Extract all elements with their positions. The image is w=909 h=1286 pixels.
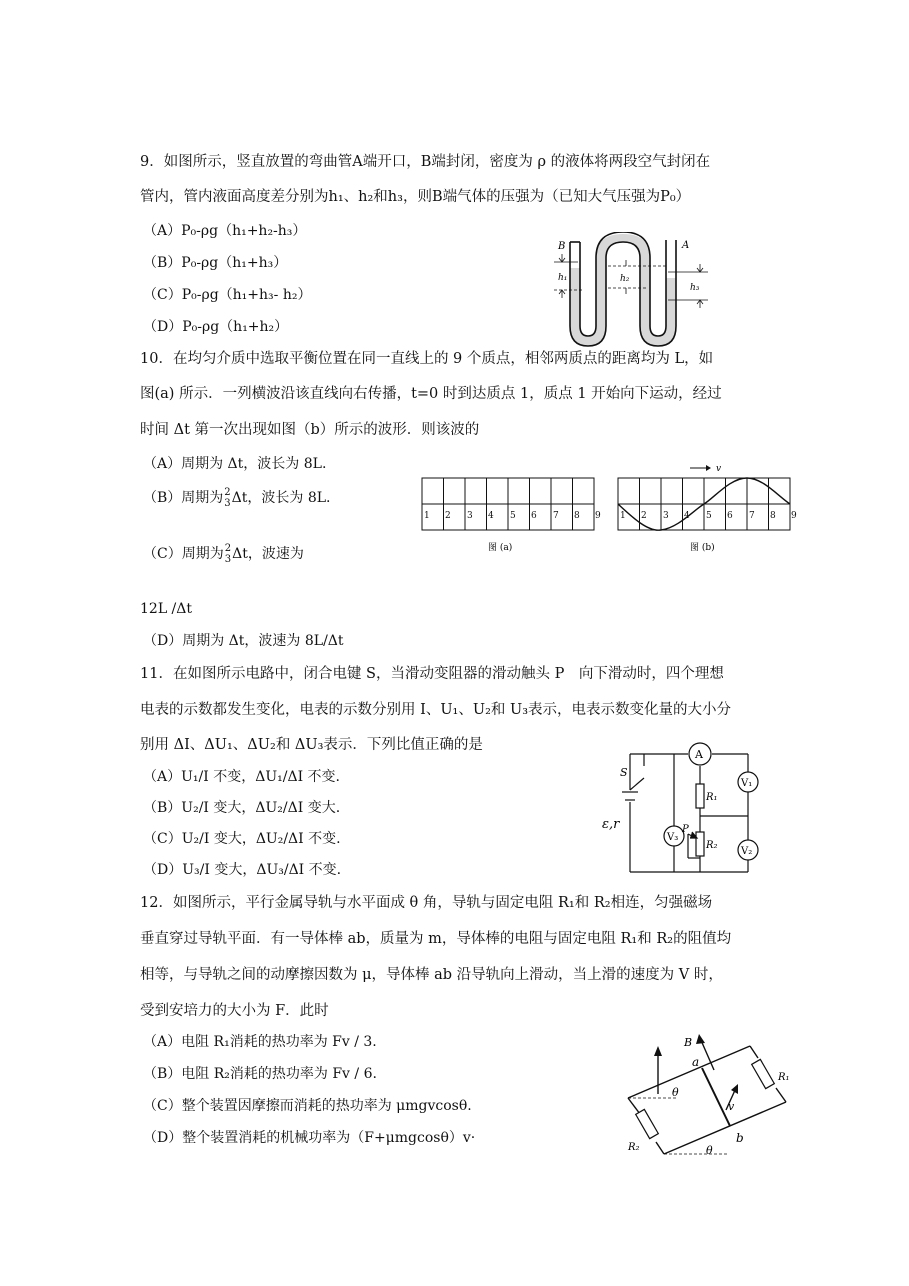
r1-label: R₁	[706, 792, 718, 803]
svg-text:1: 1	[424, 511, 430, 521]
q11-stem-line2: 电表的示数都发生变化，电表的示数分别用 I、U₁、U₂和 U₃表示，电表示数变化量的大小分	[140, 702, 732, 718]
svg-text:2: 2	[641, 511, 647, 521]
q10-option-a: （A）周期为 Δt，波长为 8L.	[143, 456, 327, 472]
svg-text:8: 8	[574, 511, 580, 521]
caption-b: 图 (b)	[690, 543, 715, 553]
label-h3: h₃	[690, 283, 700, 293]
q12-option-a: （A）电阻 R₁消耗的热功率为 Fv / 3.	[143, 1034, 377, 1050]
label-h2: h₂	[620, 274, 630, 284]
v3-label: V₃	[667, 832, 679, 843]
svg-text:3: 3	[467, 511, 473, 521]
velocity-label: v	[716, 464, 722, 474]
q12-stem-line2: 垂直穿过导轨平面．有一导体棒 ab，质量为 m，导体棒的电阻与固定电阻 R₁和 R₂的阻值均	[140, 931, 732, 947]
b-label: b	[736, 1131, 744, 1145]
q11-option-c: （C）U₂/I 变大，ΔU₂/ΔI 不变.	[143, 831, 341, 847]
svg-text:6: 6	[727, 511, 733, 521]
svg-text:8: 8	[770, 511, 776, 521]
v1-label: V₁	[741, 778, 753, 789]
p-label: P	[682, 824, 689, 835]
wave-figure	[418, 458, 802, 558]
circuit-figure	[600, 740, 780, 880]
theta-bottom-label: θ	[706, 1144, 713, 1157]
label-a: A	[682, 240, 690, 251]
q12-stem-line4: 受到安培力的大小为 F．此时	[140, 1003, 329, 1019]
svg-text:5: 5	[510, 511, 516, 521]
svg-text:9: 9	[595, 511, 601, 521]
q10-stem-line1: 10．在均匀介质中选取平衡位置在同一直线上的 9 个质点，相邻两质点的距离均为 L，如	[140, 351, 714, 367]
emf-label: ε,r	[602, 817, 620, 832]
label-h1: h₁	[558, 273, 568, 283]
svg-text:2: 2	[445, 511, 451, 521]
q12-stem-line3: 相等，与导轨之间的动摩擦因数为 μ，导体棒 ab 沿导轨向上滑动，当上滑的速度为 V 时，	[140, 967, 723, 983]
q10-stem-line2: 图(a) 所示．一列横波沿该直线向右传播，t=0 时到达质点 1，质点 1 开始向下运动，经过	[140, 386, 722, 402]
label-b: B	[558, 241, 566, 252]
q12-option-b: （B）电阻 R₂消耗的热功率为 Fv / 6.	[143, 1066, 377, 1082]
svg-text:3: 3	[663, 511, 669, 521]
q10-option-c-continued: 12L /Δt	[140, 601, 193, 617]
caption-a: 图 (a)	[488, 543, 513, 553]
ammeter-label: A	[695, 748, 703, 761]
q10-option-b: （B）周期为 2 3 Δt，波长为 8L.	[143, 487, 331, 509]
q11-option-a: （A）U₁/I 不变，ΔU₁/ΔI 不变.	[143, 769, 340, 785]
r1-label: R₁	[778, 1072, 790, 1083]
svg-text:4: 4	[488, 511, 494, 521]
switch-label: S	[620, 766, 628, 779]
v-label: v	[728, 1100, 735, 1113]
a-label: a	[692, 1055, 700, 1069]
q11-stem-line1: 11．在如图所示电路中，闭合电键 S，当滑动变阻器的滑动触头 P 向下滑动时，四个理想	[140, 666, 724, 682]
q10-stem-line3: 时间 Δt 第一次出现如图（b）所示的波形．则该波的	[140, 422, 480, 438]
q9-stem-line1: 9．如图所示，竖直放置的弯曲管A端开口，B端封闭，密度为 ρ 的液体将两段空气封闭在	[140, 154, 711, 170]
svg-text:5: 5	[706, 511, 712, 521]
r2-label: R₂	[628, 1142, 640, 1153]
q12-stem-line1: 12．如图所示，平行金属导轨与水平面成 θ 角，导轨与固定电阻 R₁和 R₂相连，匀强磁场	[140, 895, 713, 911]
q10-option-c: （C）周期为 2 3 Δt，波速为	[143, 543, 304, 565]
incline-rails-figure	[618, 1030, 808, 1162]
fraction: 2 3	[224, 543, 232, 565]
svg-text:9: 9	[791, 511, 797, 521]
theta-top-label: θ	[672, 1086, 679, 1099]
q10-option-d: （D）周期为 Δt，波速为 8L/Δt	[143, 633, 344, 649]
q9-option-a: （A）P₀-ρg（h₁+h₂-h₃）	[143, 223, 307, 239]
q11-option-d: （D）U₃/I 变大，ΔU₃/ΔI 不变.	[143, 862, 342, 878]
q12-option-d: （D）整个装置消耗的机械功率为（F+μmgcosθ）v·	[143, 1130, 476, 1146]
svg-text:1: 1	[620, 511, 626, 521]
svg-text:7: 7	[749, 511, 755, 521]
r2-label: R₂	[706, 840, 718, 851]
q11-stem-line3: 别用 ΔI、ΔU₁、ΔU₂和 ΔU₃表示．下列比值正确的是	[140, 737, 483, 753]
q9-stem-line2: 管内，管内液面高度差分别为h₁、h₂和h₃，则B端气体的压强为（已知大气压强为P₀）	[140, 189, 691, 205]
q9-option-d: （D）P₀-ρg（h₁+h₂）	[143, 319, 289, 335]
svg-text:7: 7	[553, 511, 559, 521]
q9-option-b: （B）P₀-ρg（h₁+h₃）	[143, 255, 288, 271]
q11-option-b: （B）U₂/I 变大，ΔU₂/ΔI 变大.	[143, 800, 341, 816]
svg-text:6: 6	[531, 511, 537, 521]
b-field-label: B	[684, 1036, 693, 1049]
bent-tube-figure	[548, 232, 718, 347]
v2-label: V₂	[741, 846, 753, 857]
q9-option-c: （C）P₀-ρg（h₁+h₃- h₂）	[143, 287, 312, 303]
q12-option-c: （C）整个装置因摩擦而消耗的热功率为 μmgvcosθ.	[143, 1098, 472, 1114]
fraction: 2 3	[224, 487, 231, 509]
svg-text:4: 4	[684, 511, 690, 521]
